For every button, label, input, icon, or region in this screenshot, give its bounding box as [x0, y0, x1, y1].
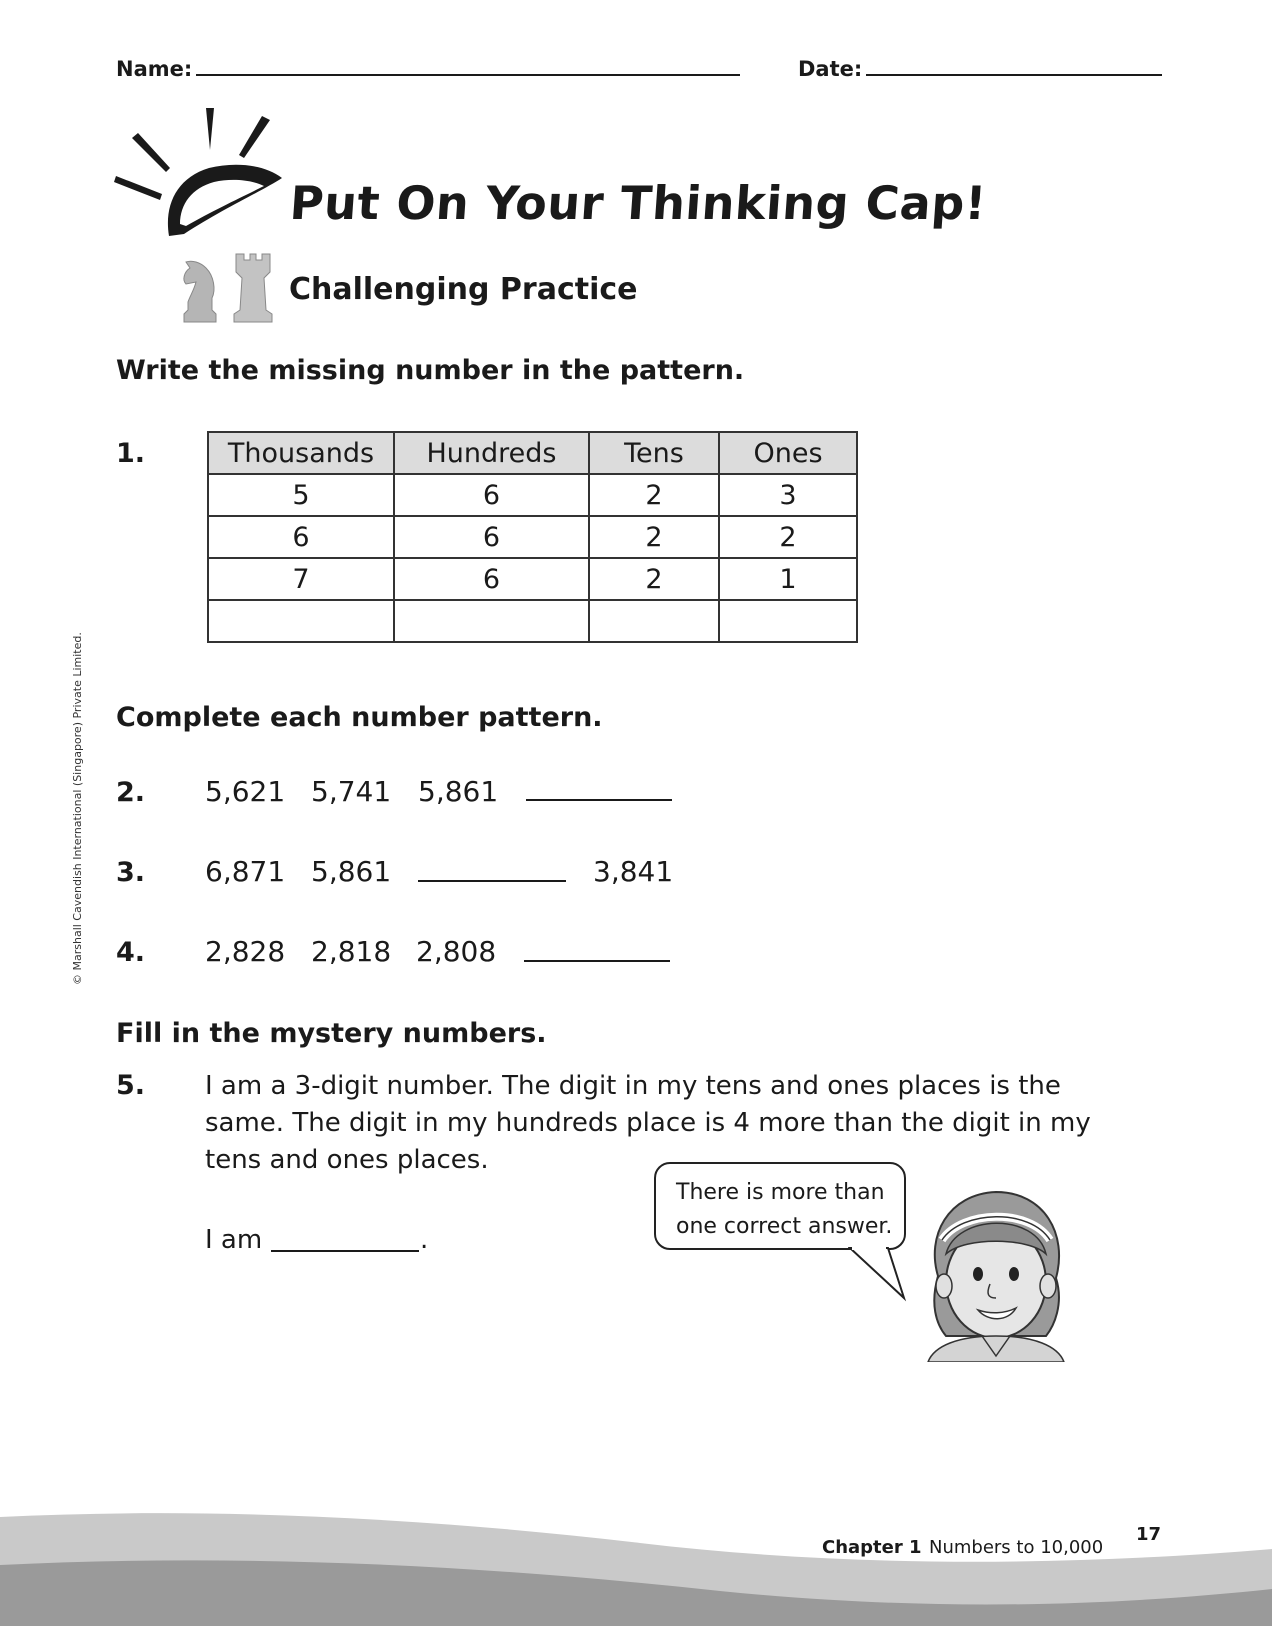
pattern-value: 5,741: [311, 775, 392, 808]
column-header-hundreds: Hundreds: [394, 432, 589, 474]
table-cell: 2: [589, 558, 719, 600]
answer-blank[interactable]: [271, 1250, 419, 1252]
footer-topic: Numbers to 10,000: [929, 1537, 1104, 1558]
pattern-value: 2,808: [416, 935, 497, 968]
side-copyright: © Marshall Cavendish International (Singapore) Private Limited.: [71, 632, 84, 985]
table-cell: 6: [394, 474, 589, 516]
question-text-line: same. The digit in my hundreds place is 4 more than the digit in my: [205, 1108, 1091, 1138]
answer-row[interactable]: [208, 600, 857, 642]
section-heading-mystery-numbers: Fill in the mystery numbers.: [116, 1018, 547, 1049]
pattern-value: 2,828: [205, 935, 286, 968]
name-field[interactable]: [196, 74, 740, 76]
pattern-value: 5,621: [205, 775, 286, 808]
table-cell: 6: [394, 558, 589, 600]
table-cell: 6: [208, 516, 394, 558]
answer-cell-thousands[interactable]: [208, 600, 394, 642]
question-text: [205, 1068, 1091, 1179]
table-cell: 2: [719, 516, 857, 558]
pattern-value: 2,818: [311, 935, 392, 968]
chess-pieces-icon: [176, 246, 280, 326]
place-value-table: [207, 431, 858, 643]
answer-cell-hundreds[interactable]: [394, 600, 589, 642]
answer-prefix: I am: [205, 1225, 263, 1255]
girl-character-icon: [918, 1186, 1074, 1362]
table-row: [208, 558, 857, 600]
answer-cell-ones[interactable]: [719, 600, 857, 642]
pattern-value: 6,871: [205, 855, 286, 888]
date-field[interactable]: [866, 74, 1162, 76]
table-header-row: [208, 432, 857, 474]
footer-chapter: Chapter 1: [822, 1537, 922, 1558]
column-header-thousands: Thousands: [208, 432, 394, 474]
answer-blank[interactable]: [418, 880, 566, 882]
table-cell: 6: [394, 516, 589, 558]
section-heading-complete-pattern: Complete each number pattern.: [116, 702, 603, 733]
pattern-value: 3,841: [593, 855, 674, 888]
table-cell: 2: [589, 474, 719, 516]
question-text-line: tens and ones places.: [205, 1145, 489, 1175]
page-number: 17: [1136, 1524, 1162, 1545]
question-text-line: I am a 3-digit number. The digit in my tens and ones places is the: [205, 1071, 1061, 1101]
table-row: [208, 516, 857, 558]
answer-blank[interactable]: [524, 960, 670, 962]
question-number: 4.: [116, 937, 146, 968]
table-cell: 7: [208, 558, 394, 600]
column-header-ones: Ones: [719, 432, 857, 474]
table-row: [208, 474, 857, 516]
question-number: 1.: [116, 438, 146, 469]
answer-suffix: .: [420, 1225, 429, 1255]
name-label: Name:: [116, 57, 193, 81]
date-label: Date:: [798, 57, 863, 81]
footer-wave: [0, 1505, 1272, 1626]
answer-cell-tens[interactable]: [589, 600, 719, 642]
answer-blank[interactable]: [526, 799, 672, 801]
speech-bubble-line: There is more than: [676, 1180, 885, 1205]
section-heading-missing-number: Write the missing number in the pattern.: [116, 355, 745, 386]
page-title: Put On Your Thinking Cap!: [288, 176, 989, 230]
speech-bubble-tail: [848, 1246, 908, 1302]
pattern-value: 5,861: [418, 775, 499, 808]
speech-bubble: [654, 1162, 906, 1250]
question-number: 5.: [116, 1070, 146, 1101]
pattern-value: 5,861: [311, 855, 392, 888]
table-cell: 2: [589, 516, 719, 558]
table-cell: 5: [208, 474, 394, 516]
table-cell: 3: [719, 474, 857, 516]
thinking-cap-icon: [114, 106, 294, 241]
question-number: 3.: [116, 857, 146, 888]
table-cell: 1: [719, 558, 857, 600]
question-number: 2.: [116, 777, 146, 808]
page-subtitle: Challenging Practice: [289, 272, 638, 307]
speech-bubble-line: one correct answer.: [676, 1214, 893, 1239]
column-header-tens: Tens: [589, 432, 719, 474]
